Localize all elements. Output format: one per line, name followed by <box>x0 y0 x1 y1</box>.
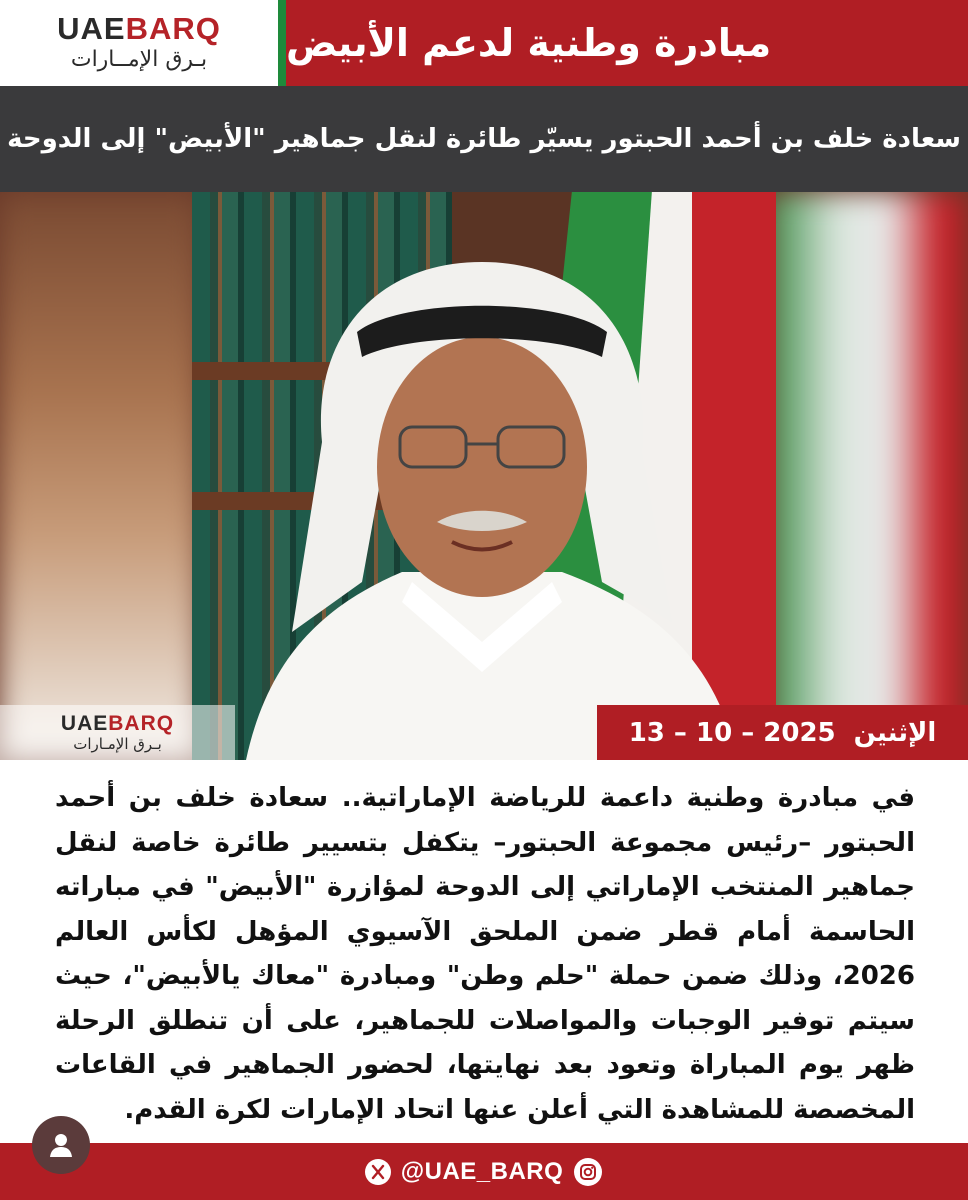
watermark-uae: UAE <box>60 711 109 735</box>
x-icon[interactable] <box>365 1159 391 1185</box>
person-illustration <box>202 222 762 760</box>
watermark-logo-en <box>61 713 174 735</box>
watermark-logo-ar: بـرق الإمـارات <box>73 734 162 753</box>
date-badge <box>597 705 968 760</box>
photo-area <box>0 192 968 760</box>
social-handle[interactable]: @UAE_BARQ <box>400 1157 564 1185</box>
page-title: مبادرة وطنية لدعم الأبيض <box>286 21 772 65</box>
portrait-photo <box>192 192 776 760</box>
photo-blur-right <box>768 192 968 760</box>
instagram-icon[interactable] <box>573 1157 603 1187</box>
watermark-barq: BARQ <box>108 711 175 735</box>
green-accent-stripe <box>278 0 286 86</box>
brand-logo-barq: BARQ <box>125 11 221 46</box>
date-text: 13 – 10 – 2025 <box>628 717 836 748</box>
user-profile-icon <box>48 1132 74 1158</box>
brand-logo-en <box>57 12 221 46</box>
article-body: في مبادرة وطنية داعمة للرياضة الإماراتية.. سعادة خلف بن أحمد الحبتور –رئيس مجموعة الحبتور– يتكفل بتسيير طائرة خاصة لنقل جماهير المنتخب الإماراتي إلى الدوحة لمؤازرة "الأبيض" في مباراته الحاسمة أمام قطر ضمن الملحق الآسيوي المؤهل لكأس العالم 2026، وذلك ضمن حملة "حلم وطن" ومبادرة "معاك يالأبيض"، حيث سيتم توفير الوجبات والمواصلات للجماهير، على أن تنطلق الرحلة ظهر يوم المباراة وتعود بعد نهايتها، لحضور الجماهير في القاعات المخصصة للمشاهدة التي أعلن عنها اتحاد الإمارات لكرة القدم. <box>55 783 915 1125</box>
subtitle-bar <box>0 86 968 192</box>
headline: سعادة خلف بن أحمد الحبتور يسيّر طائرة لنقل جماهير "الأبيض" إلى الدوحة <box>7 124 961 154</box>
watermark-logo <box>0 705 235 760</box>
brand-logo <box>0 0 278 86</box>
profile-button[interactable] <box>32 1116 90 1174</box>
brand-logo-uae: UAE <box>57 11 126 46</box>
date-day: الإثنين <box>853 717 937 748</box>
brand-logo-ar: بـرق الإمــارات <box>70 47 208 72</box>
title-banner <box>286 0 968 86</box>
photo-blur-left <box>0 192 200 760</box>
footer-bar <box>0 1143 968 1200</box>
